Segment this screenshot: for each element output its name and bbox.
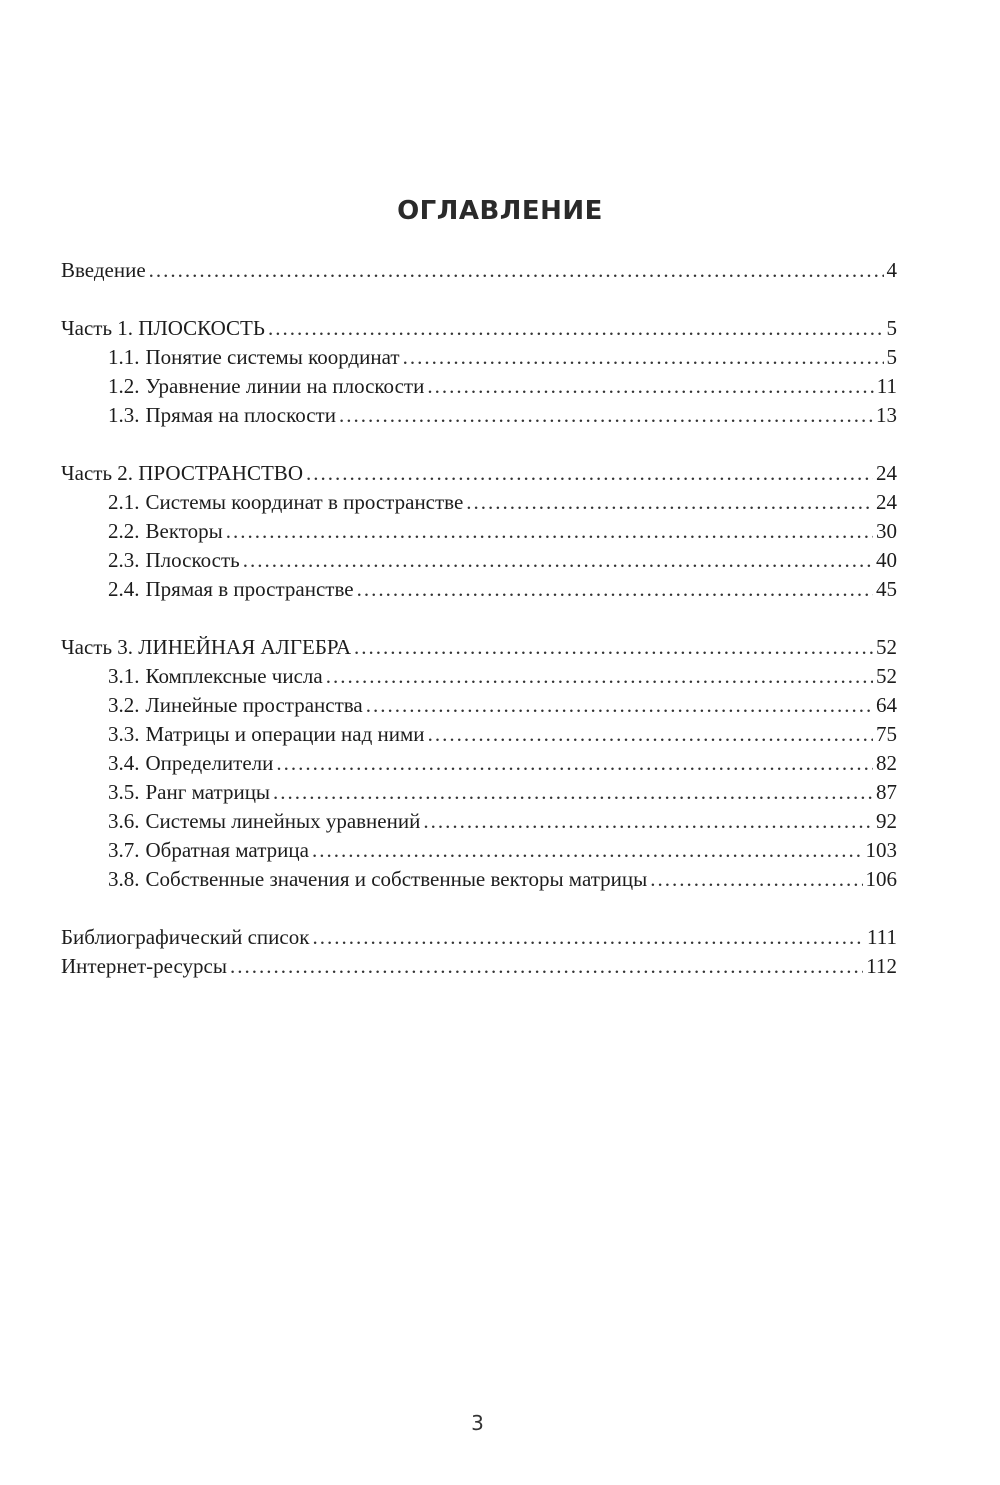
toc-entry-number: 3.8. <box>108 867 140 891</box>
toc-entry-title <box>108 836 309 865</box>
toc-entry-page: 112 <box>866 954 897 978</box>
toc-entry-text: Определители <box>145 751 274 775</box>
toc-entry-text: Комплексные числа <box>145 664 323 688</box>
toc-leader-dots <box>366 691 873 720</box>
toc-entry-page: 5 <box>886 316 897 340</box>
toc-entry-page: 106 <box>865 867 897 891</box>
toc-entry-title <box>108 343 400 372</box>
toc-entry-page: 30 <box>876 519 897 543</box>
toc-leader-dots <box>354 633 873 662</box>
toc-entry-text: Прямая в пространстве <box>145 577 354 601</box>
toc-entry-intro[interactable] <box>61 256 897 285</box>
toc-entry-title: Введение <box>61 258 146 282</box>
toc-entry-page: 13 <box>876 403 897 427</box>
toc-entry-1-2[interactable] <box>61 372 897 401</box>
toc-entry-page: 11 <box>876 374 897 398</box>
toc-entry-page: 111 <box>867 925 897 949</box>
toc-entry-number: 3.6. <box>108 809 140 833</box>
toc-entry-text: Системы линейных уравнений <box>145 809 421 833</box>
toc-leader-dots <box>428 720 873 749</box>
toc-leader-dots <box>273 778 873 807</box>
toc-entry-page: 82 <box>876 751 897 775</box>
toc-entry-number: 1.1. <box>108 345 140 369</box>
toc-entry-number: 1.2. <box>108 374 140 398</box>
toc-entry-title: Интернет-ресурсы <box>61 954 227 978</box>
toc-entry-text: Прямая на плоскости <box>145 403 336 427</box>
toc-entry-part3[interactable] <box>61 633 897 662</box>
toc-entry-2-1[interactable] <box>61 488 897 517</box>
toc-leader-dots <box>230 952 863 981</box>
toc-entry-title <box>108 372 424 401</box>
toc-entry-page: 4 <box>886 258 897 282</box>
toc-leader-dots <box>427 372 873 401</box>
toc-entry-text: Линейные пространства <box>145 693 363 717</box>
toc-leader-dots <box>423 807 873 836</box>
toc-entry-title <box>108 720 425 749</box>
toc-entry-1-1[interactable] <box>61 343 897 372</box>
toc-leader-dots <box>339 401 873 430</box>
toc-entry-page: 103 <box>865 838 897 862</box>
toc-entry-title <box>108 517 223 546</box>
toc-entry-page: 45 <box>876 577 897 601</box>
toc-entry-number: 3.7. <box>108 838 140 862</box>
toc-entry-title <box>108 546 240 575</box>
toc-entry-number: 3.4. <box>108 751 140 775</box>
toc-entry-page: 64 <box>876 693 897 717</box>
toc-entry-page: 92 <box>876 809 897 833</box>
toc-entry-title <box>108 488 463 517</box>
toc-entry-text: Системы координат в пространстве <box>145 490 464 514</box>
toc-entry-internet[interactable] <box>61 952 897 981</box>
toc-entry-3-3[interactable] <box>61 720 897 749</box>
toc-entry-1-3[interactable] <box>61 401 897 430</box>
toc-entry-text: Уравнение линии на плоскости <box>145 374 425 398</box>
toc-entry-title <box>108 807 420 836</box>
page-title: ОГЛАВЛЕНИЕ <box>397 196 603 226</box>
toc-entry-3-6[interactable] <box>61 807 897 836</box>
toc-leader-dots <box>306 459 873 488</box>
toc-entry-number: 1.3. <box>108 403 140 427</box>
toc-leader-dots <box>466 488 873 517</box>
toc-entry-number: 3.3. <box>108 722 140 746</box>
toc-entry-3-8[interactable] <box>61 865 897 894</box>
toc-entry-page: 52 <box>876 664 897 688</box>
toc-leader-dots <box>243 546 873 575</box>
toc-entry-number: 2.1. <box>108 490 140 514</box>
toc-entry-3-4[interactable] <box>61 749 897 778</box>
toc-entry-title: Часть 3. ЛИНЕЙНАЯ АЛГЕБРА <box>61 635 352 659</box>
toc-entry-2-3[interactable] <box>61 546 897 575</box>
toc-entry-2-4[interactable] <box>61 575 897 604</box>
toc-entry-title: Библиографический список <box>61 925 310 949</box>
toc-entry-2-2[interactable] <box>61 517 897 546</box>
toc-leader-dots <box>276 749 873 778</box>
toc-entry-title <box>108 749 273 778</box>
toc-entry-part1[interactable] <box>61 314 897 343</box>
toc-leader-dots <box>149 256 884 285</box>
toc-entry-3-7[interactable] <box>61 836 897 865</box>
toc-entry-text: Обратная матрица <box>145 838 309 862</box>
table-of-contents <box>61 256 897 981</box>
toc-leader-dots <box>226 517 873 546</box>
toc-entry-part2[interactable] <box>61 459 897 488</box>
toc-entry-title <box>108 401 336 430</box>
toc-entry-page: 24 <box>876 490 897 514</box>
toc-entry-number: 2.4. <box>108 577 140 601</box>
toc-entry-title <box>108 575 354 604</box>
toc-entry-text: Плоскость <box>145 548 240 572</box>
toc-leader-dots <box>650 865 862 894</box>
toc-leader-dots <box>312 923 864 952</box>
toc-entry-page: 40 <box>876 548 897 572</box>
toc-entry-page: 5 <box>886 345 897 369</box>
toc-entry-text: Ранг матрицы <box>145 780 271 804</box>
toc-entry-text: Понятие системы координат <box>145 345 400 369</box>
page-number: 3 <box>471 1411 484 1435</box>
toc-leader-dots <box>403 343 884 372</box>
toc-entry-title <box>108 662 323 691</box>
toc-leader-dots <box>268 314 884 343</box>
toc-entry-number: 3.2. <box>108 693 140 717</box>
toc-entry-page: 24 <box>876 461 897 485</box>
toc-entry-3-1[interactable] <box>61 662 897 691</box>
toc-entry-title <box>108 778 270 807</box>
toc-entry-page: 52 <box>876 635 897 659</box>
toc-entry-text: Векторы <box>145 519 223 543</box>
toc-entry-title: Часть 1. ПЛОСКОСТЬ <box>61 316 265 340</box>
toc-entry-3-2[interactable] <box>61 691 897 720</box>
toc-entry-bibliography[interactable] <box>61 923 897 952</box>
toc-entry-title <box>108 691 363 720</box>
toc-entry-page: 75 <box>876 722 897 746</box>
toc-entry-text: Матрицы и операции над ними <box>145 722 425 746</box>
toc-entry-number: 3.1. <box>108 664 140 688</box>
toc-entry-page: 87 <box>876 780 897 804</box>
toc-leader-dots <box>357 575 873 604</box>
toc-entry-number: 3.5. <box>108 780 140 804</box>
toc-entry-title <box>108 865 647 894</box>
toc-entry-number: 2.2. <box>108 519 140 543</box>
toc-leader-dots <box>312 836 863 865</box>
toc-entry-text: Собственные значения и собственные векторы матрицы <box>145 867 648 891</box>
toc-entry-number: 2.3. <box>108 548 140 572</box>
toc-leader-dots <box>326 662 873 691</box>
toc-entry-3-5[interactable] <box>61 778 897 807</box>
toc-entry-title: Часть 2. ПРОСТРАНСТВО <box>61 461 303 485</box>
